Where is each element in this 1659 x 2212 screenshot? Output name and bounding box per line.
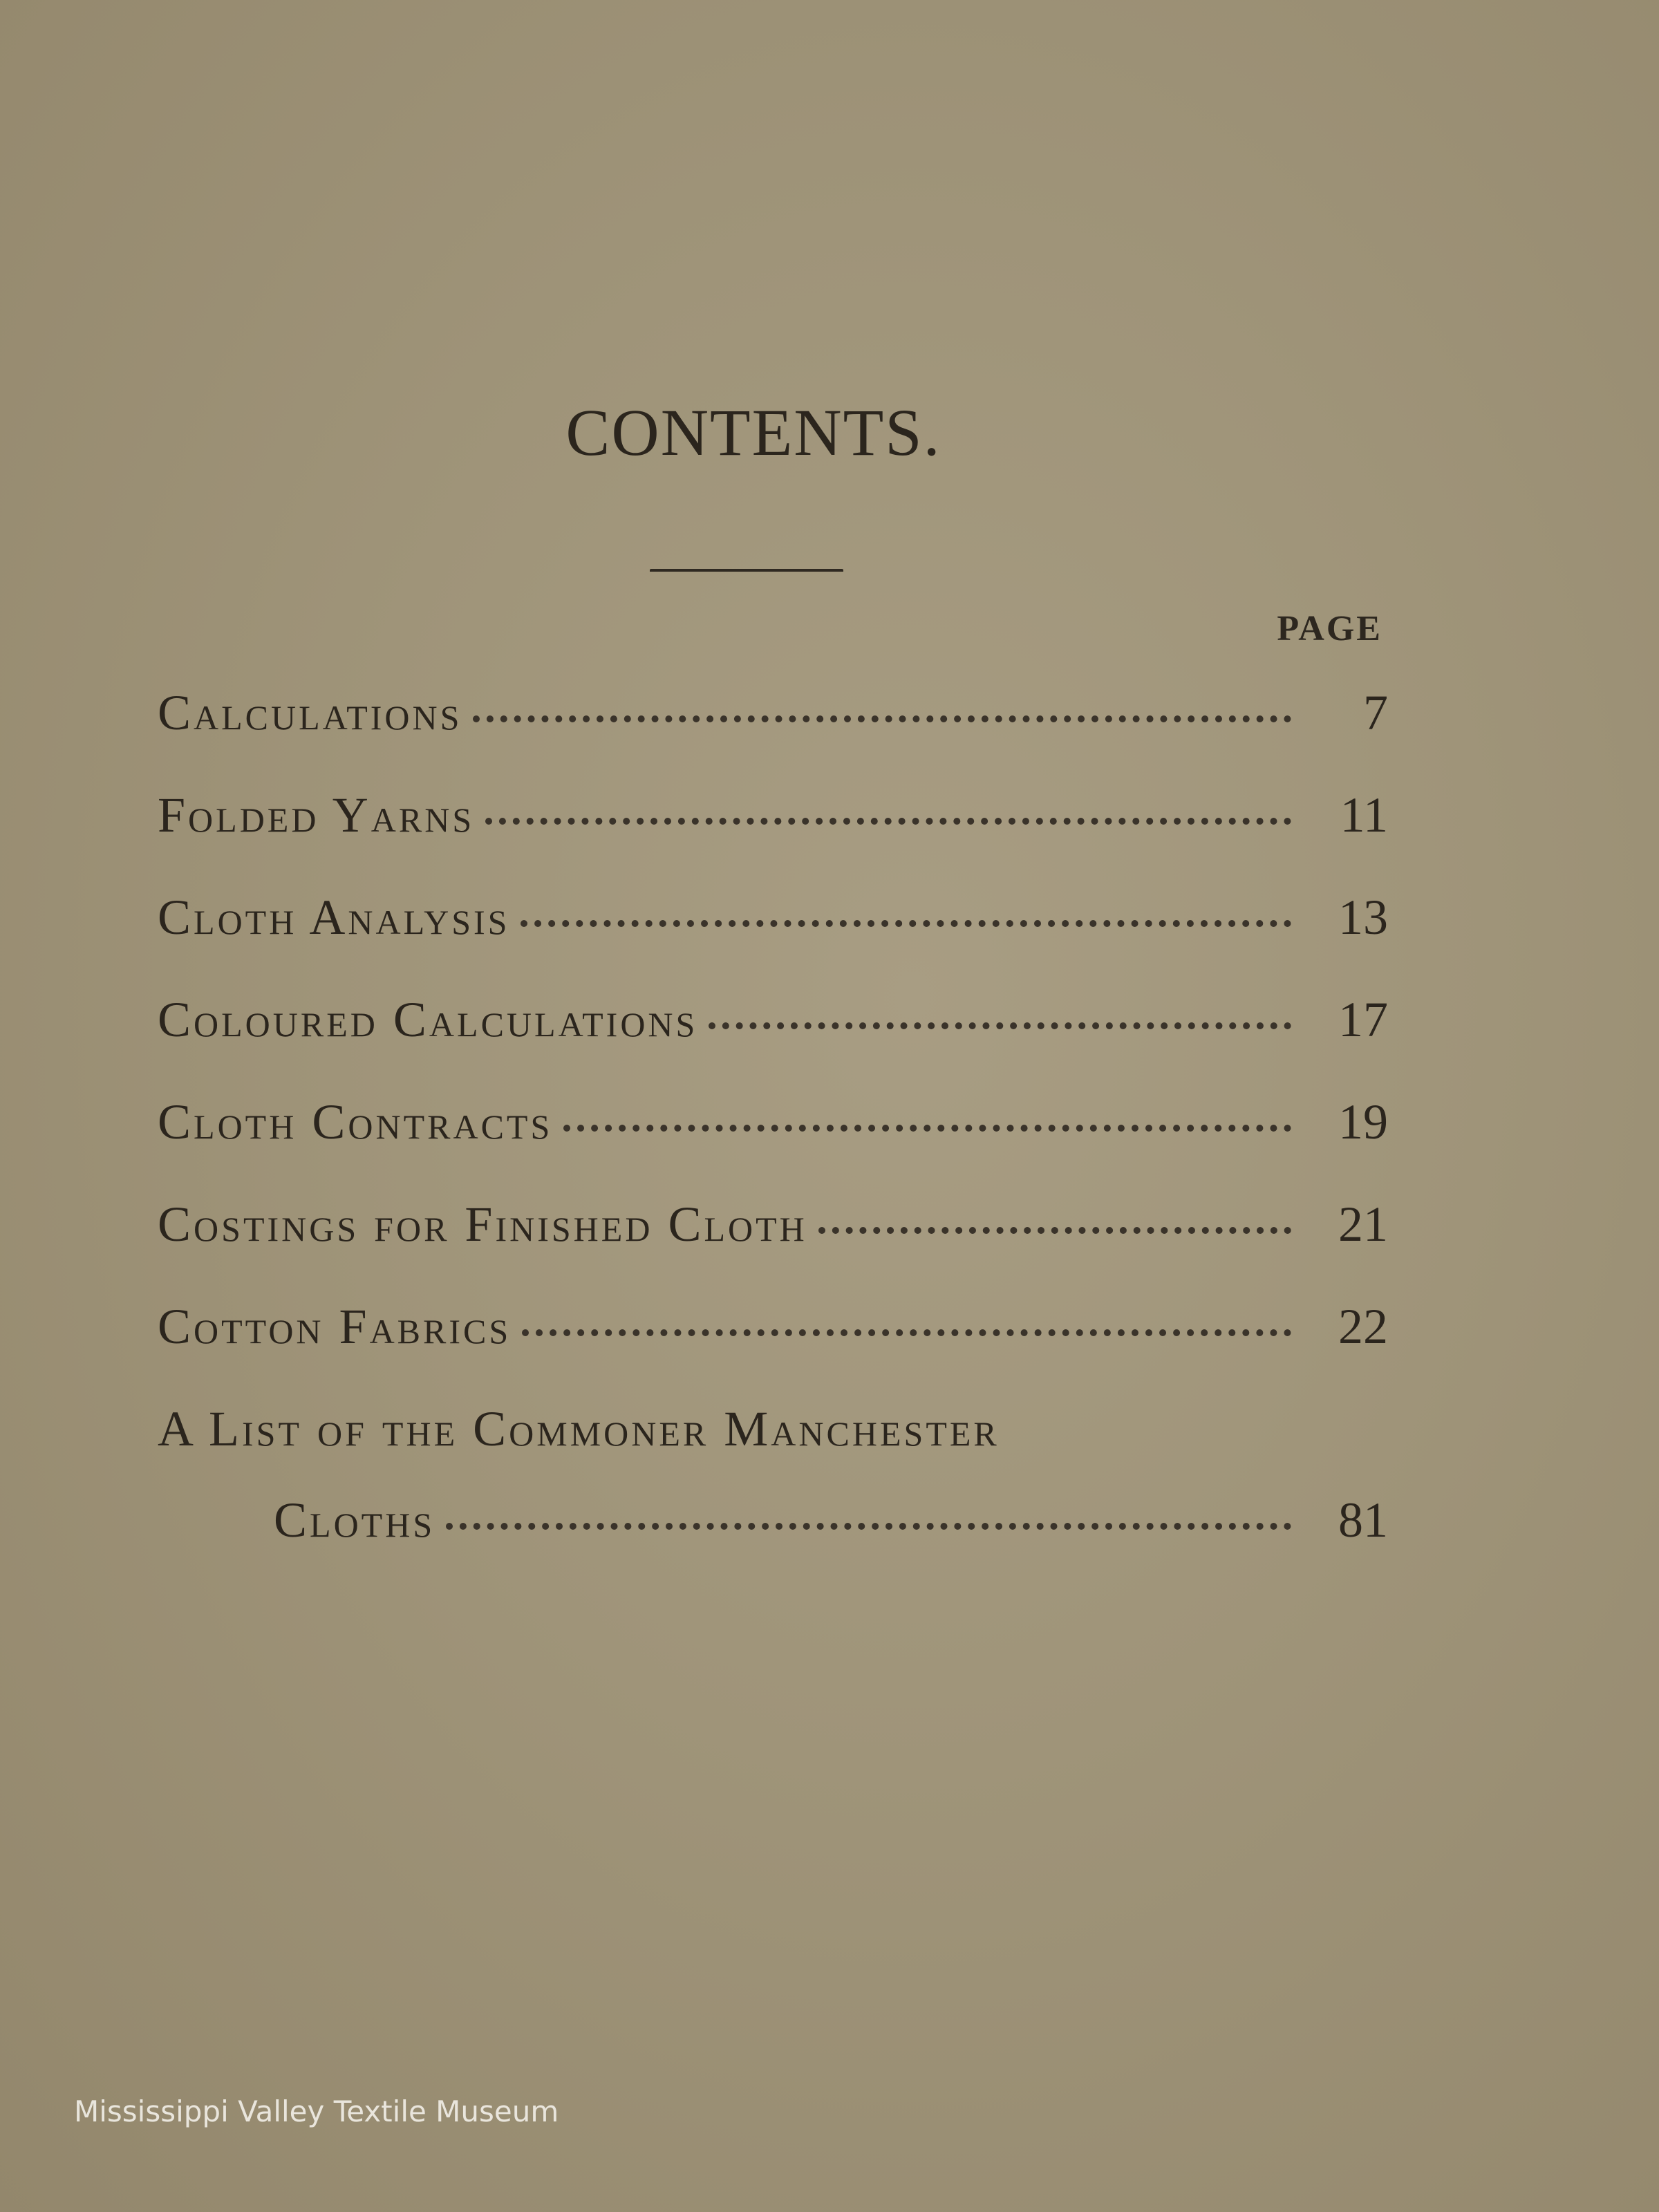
- entry-title: Coloured Calculations: [158, 992, 698, 1047]
- dot-leader: [818, 1219, 1291, 1234]
- page-title: CONTENTS.: [565, 395, 941, 469]
- entry-title-line2: Cloths: [274, 1492, 435, 1548]
- dot-leader: [446, 1515, 1291, 1530]
- entry-page-number: 13: [1338, 890, 1388, 945]
- contents-entry: [158, 991, 1388, 1094]
- contents-entry: [158, 684, 1388, 787]
- contents-entry: [158, 787, 1388, 889]
- watermark-text: Mississippi Valley Textile Museum: [74, 2094, 559, 2128]
- entry-title: Cotton Fabrics: [158, 1299, 512, 1354]
- contents-list: [158, 684, 1388, 1580]
- entry-title: Cloth Contracts: [158, 1094, 553, 1150]
- page-column-header: PAGE: [1277, 609, 1382, 648]
- contents-entry: [158, 1196, 1388, 1298]
- dot-leader: [522, 1321, 1291, 1336]
- dot-leader: [709, 1014, 1291, 1029]
- entry-page-number: 21: [1338, 1197, 1388, 1252]
- contents-entry: [158, 1094, 1388, 1196]
- entry-title: Calculations: [158, 685, 462, 740]
- entry-page-number: 17: [1338, 992, 1388, 1047]
- dot-leader: [473, 707, 1291, 722]
- title-rule: [650, 569, 843, 576]
- entry-page-number: 7: [1363, 685, 1388, 740]
- entry-page-number: 81: [1338, 1492, 1388, 1548]
- entry-page-number: 22: [1338, 1299, 1388, 1354]
- entry-title-line1: A List of the Commoner Manchester: [158, 1401, 1000, 1456]
- dot-leader: [485, 809, 1291, 825]
- contents-entry: [158, 1298, 1388, 1400]
- entry-page-number: 11: [1340, 787, 1388, 843]
- entry-title: Cloth Analysis: [158, 890, 510, 945]
- contents-entry: [158, 889, 1388, 991]
- entry-title: Costings for Finished Cloth: [158, 1197, 807, 1252]
- dot-leader: [521, 912, 1291, 927]
- contents-entry-multiline: [158, 1400, 1388, 1580]
- dot-leader: [563, 1116, 1291, 1132]
- entry-title: Folded Yarns: [158, 787, 475, 843]
- entry-page-number: 19: [1338, 1094, 1388, 1150]
